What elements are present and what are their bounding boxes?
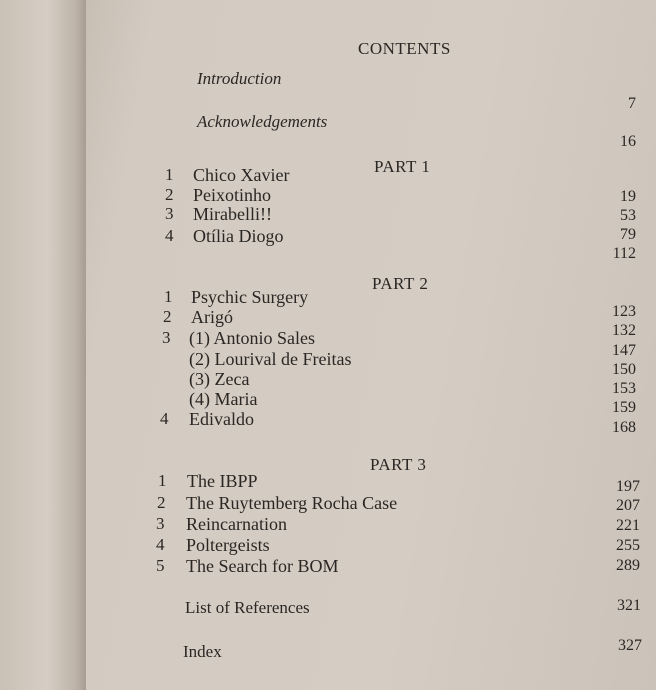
part-2-heading: PART 2 — [372, 274, 429, 293]
part-3-item-label: Poltergeists — [186, 535, 270, 555]
part-1-item-page: 79 — [620, 226, 636, 243]
part-2-item-page: 150 — [612, 361, 636, 378]
part-3-item-number: 3 — [156, 514, 165, 533]
part-3-item-page: 197 — [616, 478, 640, 495]
part-1-item-page: 53 — [620, 207, 636, 224]
part-2-item-page: 147 — [612, 342, 636, 359]
part-3-item-number: 1 — [158, 471, 167, 490]
part-3-item-page: 255 — [616, 537, 640, 554]
part-1-item-label: Mirabelli!! — [193, 204, 272, 224]
part-2-item-number: 4 — [160, 409, 169, 428]
part-2-item-label: Psychic Surgery — [191, 287, 309, 307]
part-3-item-label: The IBPP — [187, 471, 258, 491]
part-2-item-number: 2 — [163, 307, 172, 326]
introduction-label: Introduction — [197, 69, 282, 88]
part-2-item-page: 132 — [612, 322, 636, 339]
part-2-item-label: (3) Zeca — [189, 369, 250, 389]
part-2-item-number: 1 — [164, 287, 173, 306]
part-3-item-label: Reincarnation — [186, 514, 287, 534]
part-2-item-label: (1) Antonio Sales — [189, 328, 315, 348]
part-3-item-page: 207 — [616, 497, 640, 514]
part-2-item-label: (4) Maria — [189, 389, 258, 409]
book-gutter — [0, 0, 86, 690]
part-2-item-page: 159 — [612, 399, 636, 416]
index-label: Index — [183, 642, 222, 661]
part-1-item-number: 4 — [165, 226, 174, 245]
introduction-page: 7 — [628, 95, 636, 112]
part-2-item-label: Edivaldo — [189, 409, 254, 429]
part-1-item-label: Chico Xavier — [193, 165, 290, 185]
part-2-item-page: 123 — [612, 303, 636, 320]
part-2-item-page: 168 — [612, 419, 636, 436]
part-1-item-label: Peixotinho — [193, 185, 272, 205]
part-3-item-label: The Search for BOM — [186, 556, 339, 576]
contents-title: CONTENTS — [358, 39, 451, 58]
part-1-item-number: 1 — [165, 165, 174, 184]
part-3-heading: PART 3 — [370, 455, 427, 474]
part-2-item-number: 3 — [162, 328, 171, 347]
part-1-item-page: 19 — [620, 188, 636, 205]
index-page: 327 — [618, 637, 642, 654]
part-2-item-label: Arigó — [191, 307, 233, 327]
part-3-item-page: 289 — [616, 557, 640, 574]
part-1-item-number: 3 — [165, 204, 174, 223]
references-page: 321 — [617, 597, 641, 614]
part-1-item-page: 112 — [612, 245, 636, 262]
part-2-item-label: (2) Lourival de Freitas — [189, 349, 352, 369]
part-1-item-number: 2 — [165, 185, 174, 204]
part-1-heading: PART 1 — [374, 157, 431, 176]
part-3-item-number: 4 — [156, 535, 165, 554]
part-1-item-label: Otília Diogo — [193, 226, 284, 246]
acknowledgements-label: Acknowledgements — [197, 112, 328, 131]
acknowledgements-page: 16 — [620, 133, 636, 150]
references-label: List of References — [185, 598, 310, 617]
part-3-item-number: 2 — [157, 493, 166, 512]
part-3-item-number: 5 — [156, 556, 165, 575]
part-3-item-page: 221 — [616, 517, 640, 534]
part-2-item-page: 153 — [612, 380, 636, 397]
part-3-item-label: The Ruytemberg Rocha Case — [186, 493, 398, 513]
contents-page — [86, 0, 656, 690]
